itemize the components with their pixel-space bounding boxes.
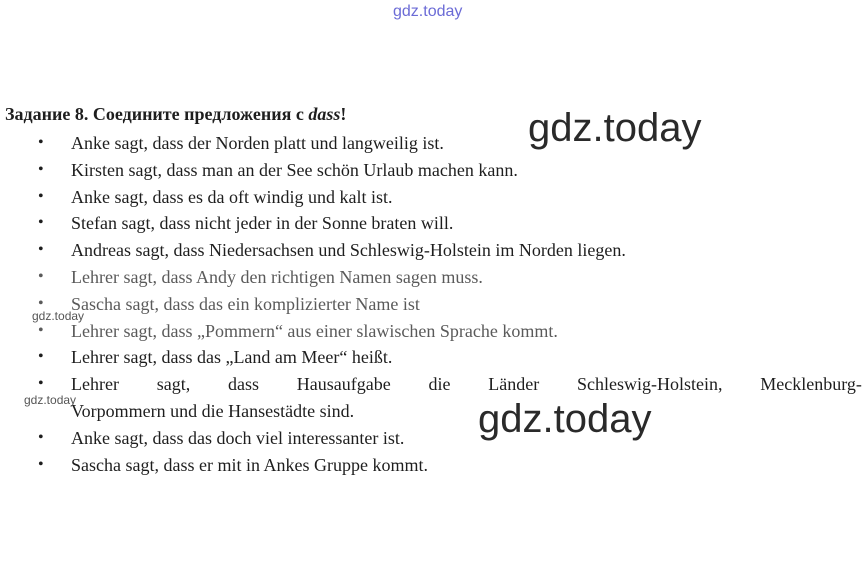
sentence-line-2: Vorpommern und die Hansestädte sind. (71, 400, 355, 421)
watermark-top: gdz.today (393, 3, 463, 20)
sentence-text: Anke sagt, dass das doch viel interessanter ist. (71, 427, 405, 448)
bullet-icon: • (38, 214, 44, 232)
task-title (5, 104, 346, 125)
sentence-line-1 (71, 371, 862, 398)
bullet-icon: • (38, 241, 44, 259)
list-item (0, 452, 868, 479)
bullet-icon: • (38, 455, 44, 473)
list-item (0, 157, 868, 184)
list-item (0, 130, 868, 157)
bullet-icon: • (38, 348, 44, 366)
sentence-text: Lehrer sagt, dass das „Land am Meer“ heißt. (71, 347, 393, 368)
list-item (0, 210, 868, 237)
sentence-text: Lehrer sagt, dass „Pommern“ aus einer slawischen Sprache kommt. (71, 320, 558, 341)
bullet-icon: • (38, 187, 44, 205)
bullet-icon: • (38, 267, 44, 285)
watermark-large-1: gdz.today (528, 106, 702, 150)
task-title-keyword: dass (308, 104, 341, 124)
sentence-text: Anke sagt, dass der Norden platt und langweilig ist. (71, 133, 444, 153)
list-item (0, 264, 868, 291)
watermark-small-2: gdz.today (24, 393, 77, 407)
list-item (0, 291, 868, 318)
list-item (0, 237, 868, 264)
bullet-icon: • (38, 134, 44, 151)
sentence-text: Sascha sagt, dass das ein komplizierter Name ist (71, 293, 420, 314)
list-item (0, 184, 868, 211)
bullet-icon: • (38, 428, 44, 446)
word: die (428, 374, 451, 395)
sentence-text: Kirsten sagt, dass man an der See schön Urlaub machen kann. (71, 159, 518, 180)
sentence-text: Sascha sagt, dass er mit in Ankes Gruppe kommt. (71, 454, 428, 475)
word: Schleswig-Holstein, (577, 374, 723, 395)
task-title-suffix: ! (340, 104, 347, 124)
sentence-text: Stefan sagt, dass nicht jeder in der Sonne braten will. (71, 213, 454, 234)
list-item (0, 318, 868, 345)
sentence-text: Andreas sagt, dass Niedersachsen und Schleswig-Holstein im Norden liegen. (71, 240, 626, 261)
word: Hausaufgabe (296, 374, 391, 395)
list-item (0, 344, 868, 371)
word: dass (228, 374, 259, 395)
word: sagt, (156, 374, 191, 395)
bullet-icon: • (38, 375, 44, 393)
watermark-small-1: gdz.today (32, 309, 85, 323)
sentence-list (0, 130, 868, 478)
task-title-prefix: Задание 8. Соедините предложения с (5, 104, 309, 124)
word: Lehrer (71, 374, 119, 395)
list-item-justified (0, 371, 868, 425)
list-item (0, 425, 868, 452)
sentence-text: Anke sagt, dass es da oft windig und kalt ist. (71, 186, 393, 207)
bullet-icon: • (38, 321, 44, 339)
bullet-icon: • (38, 294, 44, 312)
word: Länder (488, 374, 540, 395)
watermark-large-2: gdz.today (478, 397, 652, 441)
bullet-icon: • (38, 160, 44, 178)
sentence-text: Lehrer sagt, dass Andy den richtigen Namen sagen muss. (71, 266, 483, 287)
word: Mecklenburg- (760, 374, 862, 395)
